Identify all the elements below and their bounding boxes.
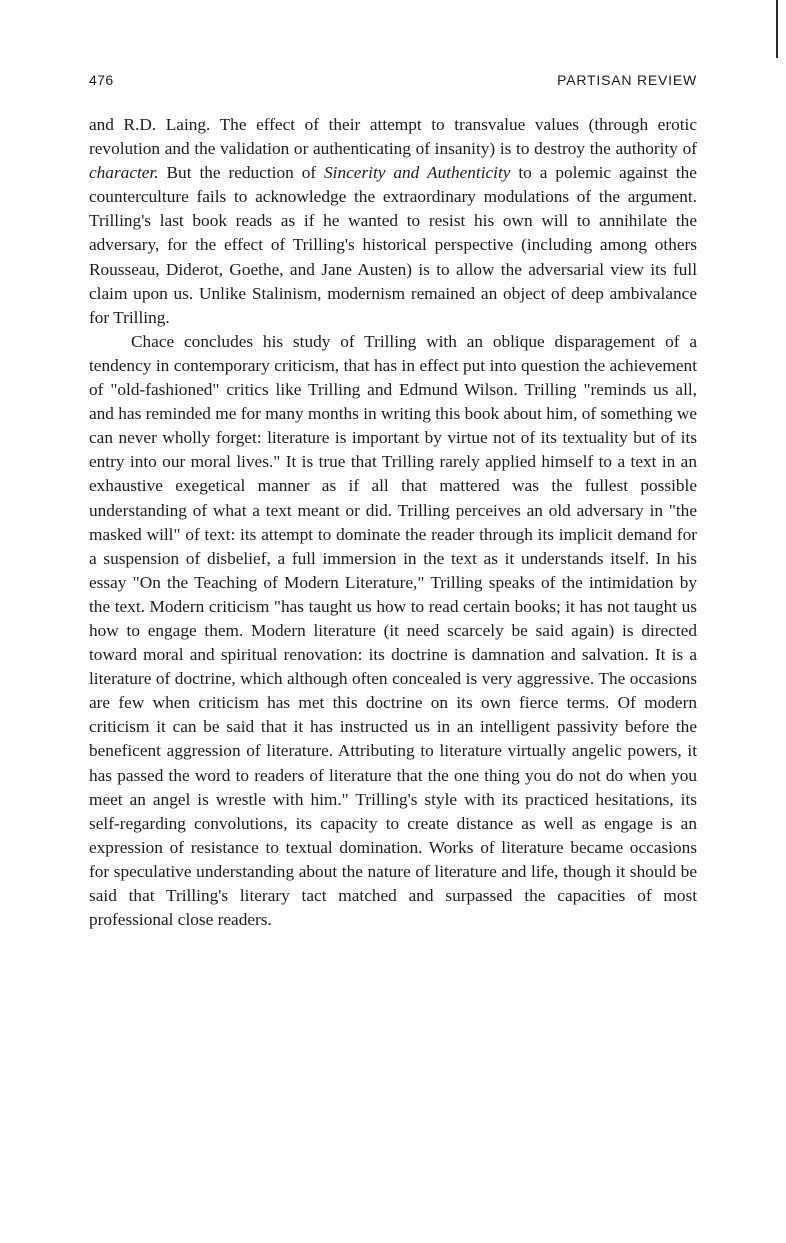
paragraph-1-text-a: and R.D. Laing. The effect of their attempt to transvalue values (through erotic revolution and the validation or authenticating of insanity) is to destroy the authority of	[89, 115, 697, 159]
page-edge-line	[776, 0, 778, 58]
italic-book-title: Sincerity and Authenticity	[324, 163, 511, 183]
paragraph-2: Chace concludes his study of Trilling with an oblique disparagement of a tendency in contemporary criticism, that has in effect put into question the achievement of "old-fashioned" critics like Trilling and Edmund Wilson. Trilling "reminds us all, and has reminded me for many months in writing this book about him, of something we can never wholly forget: literature is important by virtue not of its textuality but of its entry into our moral lives." It is true that Trilling rarely applied himself to a text in an exhaustive exegetical manner as if all that mattered was the fullest possible understanding of what a text meant or did. Trilling perceives an old adversary in "the masked will" of text: its attempt to dominate the reader through its implicit demand for a suspension of disbelief, a full immersion in the text as it understands itself. In his essay "On the Teaching of Modern Literature," Trilling speaks of the intimidation by the text. Modern criticism "has taught us how to read certain books; it has not taught us how to engage them. Modern literature (it need scarcely be said again) is directed toward moral and spiritual renovation: its doctrine is damnation and salvation. It is a literature of doctrine, which although often concealed is very aggressive. The occasions are few when criticism has met this doctrine on its own fierce terms. Of modern criticism it can be said that it has instructed us in an intelligent passivity before the beneficent aggression of literature. Attributing to literature virtually angelic powers, it has passed the word to readers of literature that the one thing you do not do when you meet an angel is wrestle with him." Trilling's style with its practiced hesitations, its self-regarding convolutions, its capacity to create distance as well as engage is an expression of resistance to textual domination. Works of literature became occasions for speculative understanding about the nature of literature and life, though it should be said that Trilling's literary tact matched and surpassed the capacities of most professional close readers.	[89, 331, 697, 930]
italic-character: character.	[89, 163, 159, 183]
paragraph-1	[89, 113, 697, 330]
running-header	[89, 72, 697, 92]
journal-title: PARTISAN REVIEW	[557, 72, 697, 88]
paragraph-1-text-c: to a polemic against the counterculture fails to acknowledge the extraordinary modulations of the argument. Trilling's last book reads as if he wanted to resist his own will to annihilate the adversary, for the effect of Trilling's historical perspective (including among others Rousseau, Diderot, Goethe, and Jane Austen) is to allow the adversarial view its full claim upon us. Unlike Stalinism, modernism remained an object of deep ambivalance for Trilling.	[89, 163, 697, 327]
body-text	[89, 113, 697, 932]
page-number: 476	[89, 72, 114, 88]
paragraph-1-text-b: But the reduction of	[158, 163, 325, 183]
